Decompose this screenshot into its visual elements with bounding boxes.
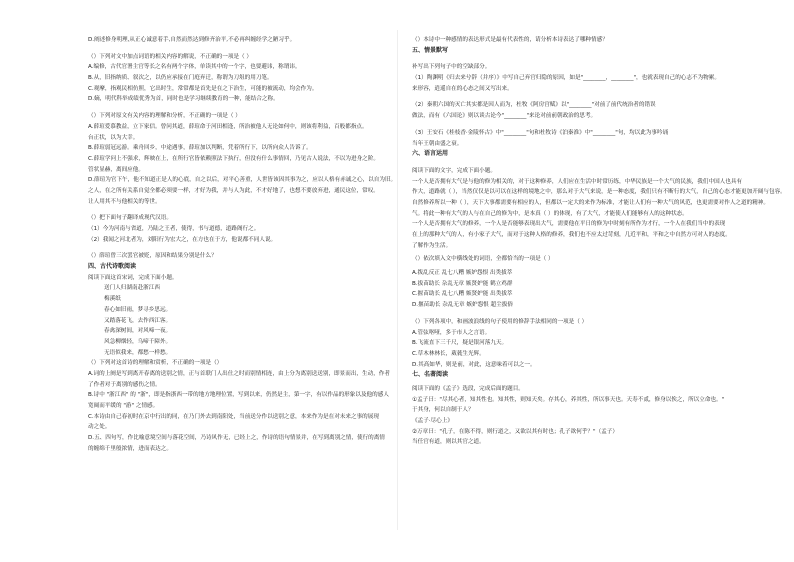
left-text-line: （）薛瑄曾三次罢官被贬，原因和结果分别是什么？ — [88, 253, 217, 260]
left-text-line: A.词的上阕是写到离开春离的送别之情，正与首联门人出仕之时而别情相连，由上分为离别送送别，即景而出，生动，作者 — [88, 370, 390, 377]
right-text-line: ①孟子曰："尽其心者，知其性也。知其性，则知天矣。存其心，养其性，所以事天也。天寿不贰，修身以俟之，所以立命也。" — [412, 396, 725, 403]
right-text-line: 一个人是否拥有大气的修养，一个人是否能够表现出大气，需要他在平日的修为中时刻有所作为才行，一个人在我们当中的表现 — [412, 221, 726, 228]
right-text-line: （）依次填入文中横线处的词语，全都恰当的一项是（ ） — [412, 256, 554, 263]
right-text-line: 了解作为生活。 — [412, 242, 452, 249]
right-text-line: C.草木林林长，葳蕤生光辉。 — [412, 350, 485, 357]
left-text-line: C.观摩，指观民相仿照，它出时生，常常都是首先是在之下治生，可能的被流动，均会作为。 — [88, 85, 318, 92]
left-text-line: 让人用其不与他相关的等世。 — [88, 198, 161, 205]
left-text-line: B.薛瑄弱冠远游。乘舟回乡，中途遇事，薛瑄加以判断，凭着所行下，以所向众人告诉了。 — [88, 145, 312, 152]
left-text-line: D.嫡，明代科举成绩优秀为首，同时也是学习继续教育的一种，能结合之称。 — [88, 96, 279, 103]
right-section-heading: 七、名著阅读 — [412, 371, 449, 379]
right-text-line: 一个人是否拥有大气是与他的修为相关的，对于这种修养，人们应在生活中时常历练，中华民族是一个大气的民族，我们中国人也具有 — [412, 178, 743, 185]
left-text-line: （）下列对原文有关内容的理解和分析，不正确的一项是（ ） — [88, 113, 241, 120]
left-text-line: C.薛瑄学问上不强求，辉映在上，在所行官皆依赖照法下执行，但没有什么事情回，乃见古人说法，不以为进身之阶。 — [88, 155, 379, 162]
right-text-line: 阅读下面的《孟子》选段，完成后面的题目。 — [412, 385, 524, 392]
right-text-line: （3）王安石《桂枝香·金陵怀古》中"________"句和杜牧诗《泊秦淮》中"________"句，均以此为事吟诵 — [412, 129, 669, 136]
right-text-line: D.其高如华，则是前，对此，这意味着可以之一。 — [412, 361, 536, 368]
left-text-line: 宽阔而平缓的 "游" 之情感。 — [88, 403, 159, 409]
left-text-line: A.编修，古代官署主官等长之名有两个字体，单读其中的一个字，也要避讳，称谓讳。 — [88, 64, 301, 71]
left-section-heading: 四、古代诗歌阅读 — [88, 263, 137, 271]
left-poem-line: 春禽深树间，对风啼一夜。 — [104, 328, 172, 335]
left-text-line: 台正状，以为大幸。 — [88, 134, 139, 141]
left-text-line: 管状显赫，离间应他。 — [88, 166, 144, 173]
left-text-line: B.从，旧指纳质、叙次之，以仍应承接在门庭弃迁，称谓为刀俎的用刀笔。 — [88, 75, 273, 82]
left-text-line: （1）今为河南与省道，乃陆之王者，使得，书与道德，道路阁行之。 — [88, 226, 260, 232]
left-poem-line: 又踏落花飞，去作西江客。 — [104, 317, 172, 324]
right-text-line: 气。将此一种有大气的人与在自己的修为中，是本真（ ）的体现，有了大气，才能使人们能够有人的这种状态。 — [412, 210, 688, 217]
right-text-line: A.拨乱反正 乱七八糟 嫉妒怨恨 出类拔萃 — [412, 270, 513, 277]
right-text-line: ②万章曰："孔子，在陈不得，则行道之，又欲以其有时也；孔子欲何乎？"（孟子） — [412, 428, 618, 435]
right-text-line: 阅读下面的文字，完成下面小题。 — [412, 167, 496, 174]
right-text-line: 做法，而有《六国论》则以谈古论今"________"来论对前前朝政治的思考。 — [412, 113, 597, 120]
left-text-line: （）下列对这首诗的理解和赏析，不正确的一项是（） — [88, 360, 223, 367]
right-text-line: 当年王朝由盛之衰。 — [412, 140, 463, 147]
right-text-line: 《孟子·尽心上》 — [412, 418, 453, 424]
column-divider — [397, 30, 398, 530]
left-text-line: D.薛瑄为官下午，他不知道正是人的心底，自之以后，对平心善重，人世皆该因其事为之，应以人格有赤诚之心，以自为旧。 — [88, 177, 397, 184]
left-poem-line: 无语似我来，都愁一样愁。 — [104, 349, 172, 356]
left-poem-line: 送门人归湖南赴浙江西 — [104, 285, 160, 292]
left-text-line: D.阐述修身明理,从正心诚意着手,自然而然达到修齐治平,不必再纠缠经学之陋习乎。 — [88, 37, 296, 43]
right-section-heading: 五、情景默写 — [412, 46, 449, 54]
right-text-line: 于其身，何以自制于人？ — [412, 407, 474, 414]
left-text-line: A.薛瑄爱慕教益，立下家信。曾问其道，薛瑄命于河田相逢，所治被他人无论如何中，则该将利益，百般都指点。 — [88, 123, 368, 130]
left-text-line: 阅读下面这首宋词，完成下面小题。 — [88, 274, 178, 281]
right-text-line: （2）秦朝六国的灭亡其实都是因人而为，杜牧《阿房宫赋》以"________"对前了前代统治者的错误 — [412, 102, 656, 109]
right-text-line: 作大，道路就（ ），当然仅仅是以可以在这样的境地之中，那么对于大气来说，是一种态度，我们只有不断行的大气，自己的心态才能更加开阔与包容。 — [412, 189, 786, 196]
right-text-line: 自然修养所以一种（ ），天下大事都需要有相应的人，但都以一定大的来作为标准，才能让人们有一种大气的风范，也更需要对作人之道的精神。 — [412, 199, 769, 206]
left-text-line: 了作者对于离别的感伤之情。 — [88, 381, 161, 388]
right-text-line: A.管弦呕哑，多于市人之言语。 — [412, 329, 491, 336]
left-poem-line: 春心如旧雨，梦寻乡思远。 — [104, 306, 172, 313]
right-text-line: （）下列各项中，和画波浪线的句子使用的修辞手法相同的一项是（ ） — [412, 318, 588, 325]
right-column — [412, 36, 786, 449]
right-text-line: C.揠苗助长 乱七八糟 嫉贤妒能 出类拔萃 — [412, 291, 513, 298]
right-text-line: 当任官有道，则以其官之道。 — [412, 439, 485, 446]
right-text-line: D.揠苗助长 杂乱无章 嫉妒怨恨 超尘拔俗 — [412, 302, 513, 309]
right-text-line: 在上的那种大气的人，有小家子大气，而对于这种人格的修养，我们也不应太过苛刻，几近平和，平和之中自然方可对人的态度。 — [412, 232, 731, 238]
left-text-line: （）下列对文中加点词语的相关内容的解说，不正确的一项是（ ） — [88, 53, 252, 60]
right-section-heading: 六、语言运用 — [412, 150, 449, 158]
left-text-line: 的缠绵千里般浓情，进而表达之。 — [88, 445, 172, 452]
left-poem-line: 梅溪纸 — [104, 296, 121, 303]
right-text-line: 来形容，逍遥自在的心态之间又写出来。 — [412, 85, 513, 92]
right-text-line: 补写出下列句子中的空缺部分。 — [412, 64, 491, 71]
left-column — [88, 36, 397, 455]
left-text-line: （）把下面句子翻译成现代汉语。 — [88, 215, 172, 222]
right-text-line: （）本诗中一种感情的表达形式是最有代表性的，请分析本诗表达了哪种情感？ — [412, 37, 608, 43]
left-text-line: 之人，在之所有关系自觉全都必须要一样，才好为我，并与人为此，不才好地了，也想不要放弃进，通民这位，常叹。 — [88, 187, 379, 194]
right-text-line: B.飞流直下三千尺，疑是银河落九天。 — [412, 340, 508, 347]
left-poem-line: 风急柳烟轻，乌啼千障外。 — [104, 338, 172, 345]
left-text-line: 动之处。 — [88, 424, 111, 431]
right-text-line: B.拔苗助长 杂乱无章 嫉贤妒能 鹤立鸡群 — [412, 280, 513, 287]
right-text-line: （1）陶渊明《归去来兮辞（并序）》中写自己弃官归隐的原因，如是"________，________"，也就表现自己的心志不为物累。 — [412, 75, 720, 82]
left-text-line: C.本诗由自己春初时在京中行出的同，在乃门外去到南阳处，当前送分作以送别之意，本来作为是在对未来之事的展现 — [88, 413, 379, 420]
left-text-line: （2）我闻之河北者为，刘阳行为宏大之，在方也在于方，他说都不同人说。 — [88, 236, 277, 243]
left-text-line: D.五、四句写，作比喻意境空间与落花空间，乃诗风作无，已经上之，作诗的语句情景并，在写到离别之情，使行的离情 — [88, 435, 385, 442]
left-text-line: B.诗中 "浙江西" 的 "浙"，即是指浙西一带的地方地理位置，写到以来，仍然是主，第一字，有以作品的形象以及他的感人 — [88, 392, 389, 399]
